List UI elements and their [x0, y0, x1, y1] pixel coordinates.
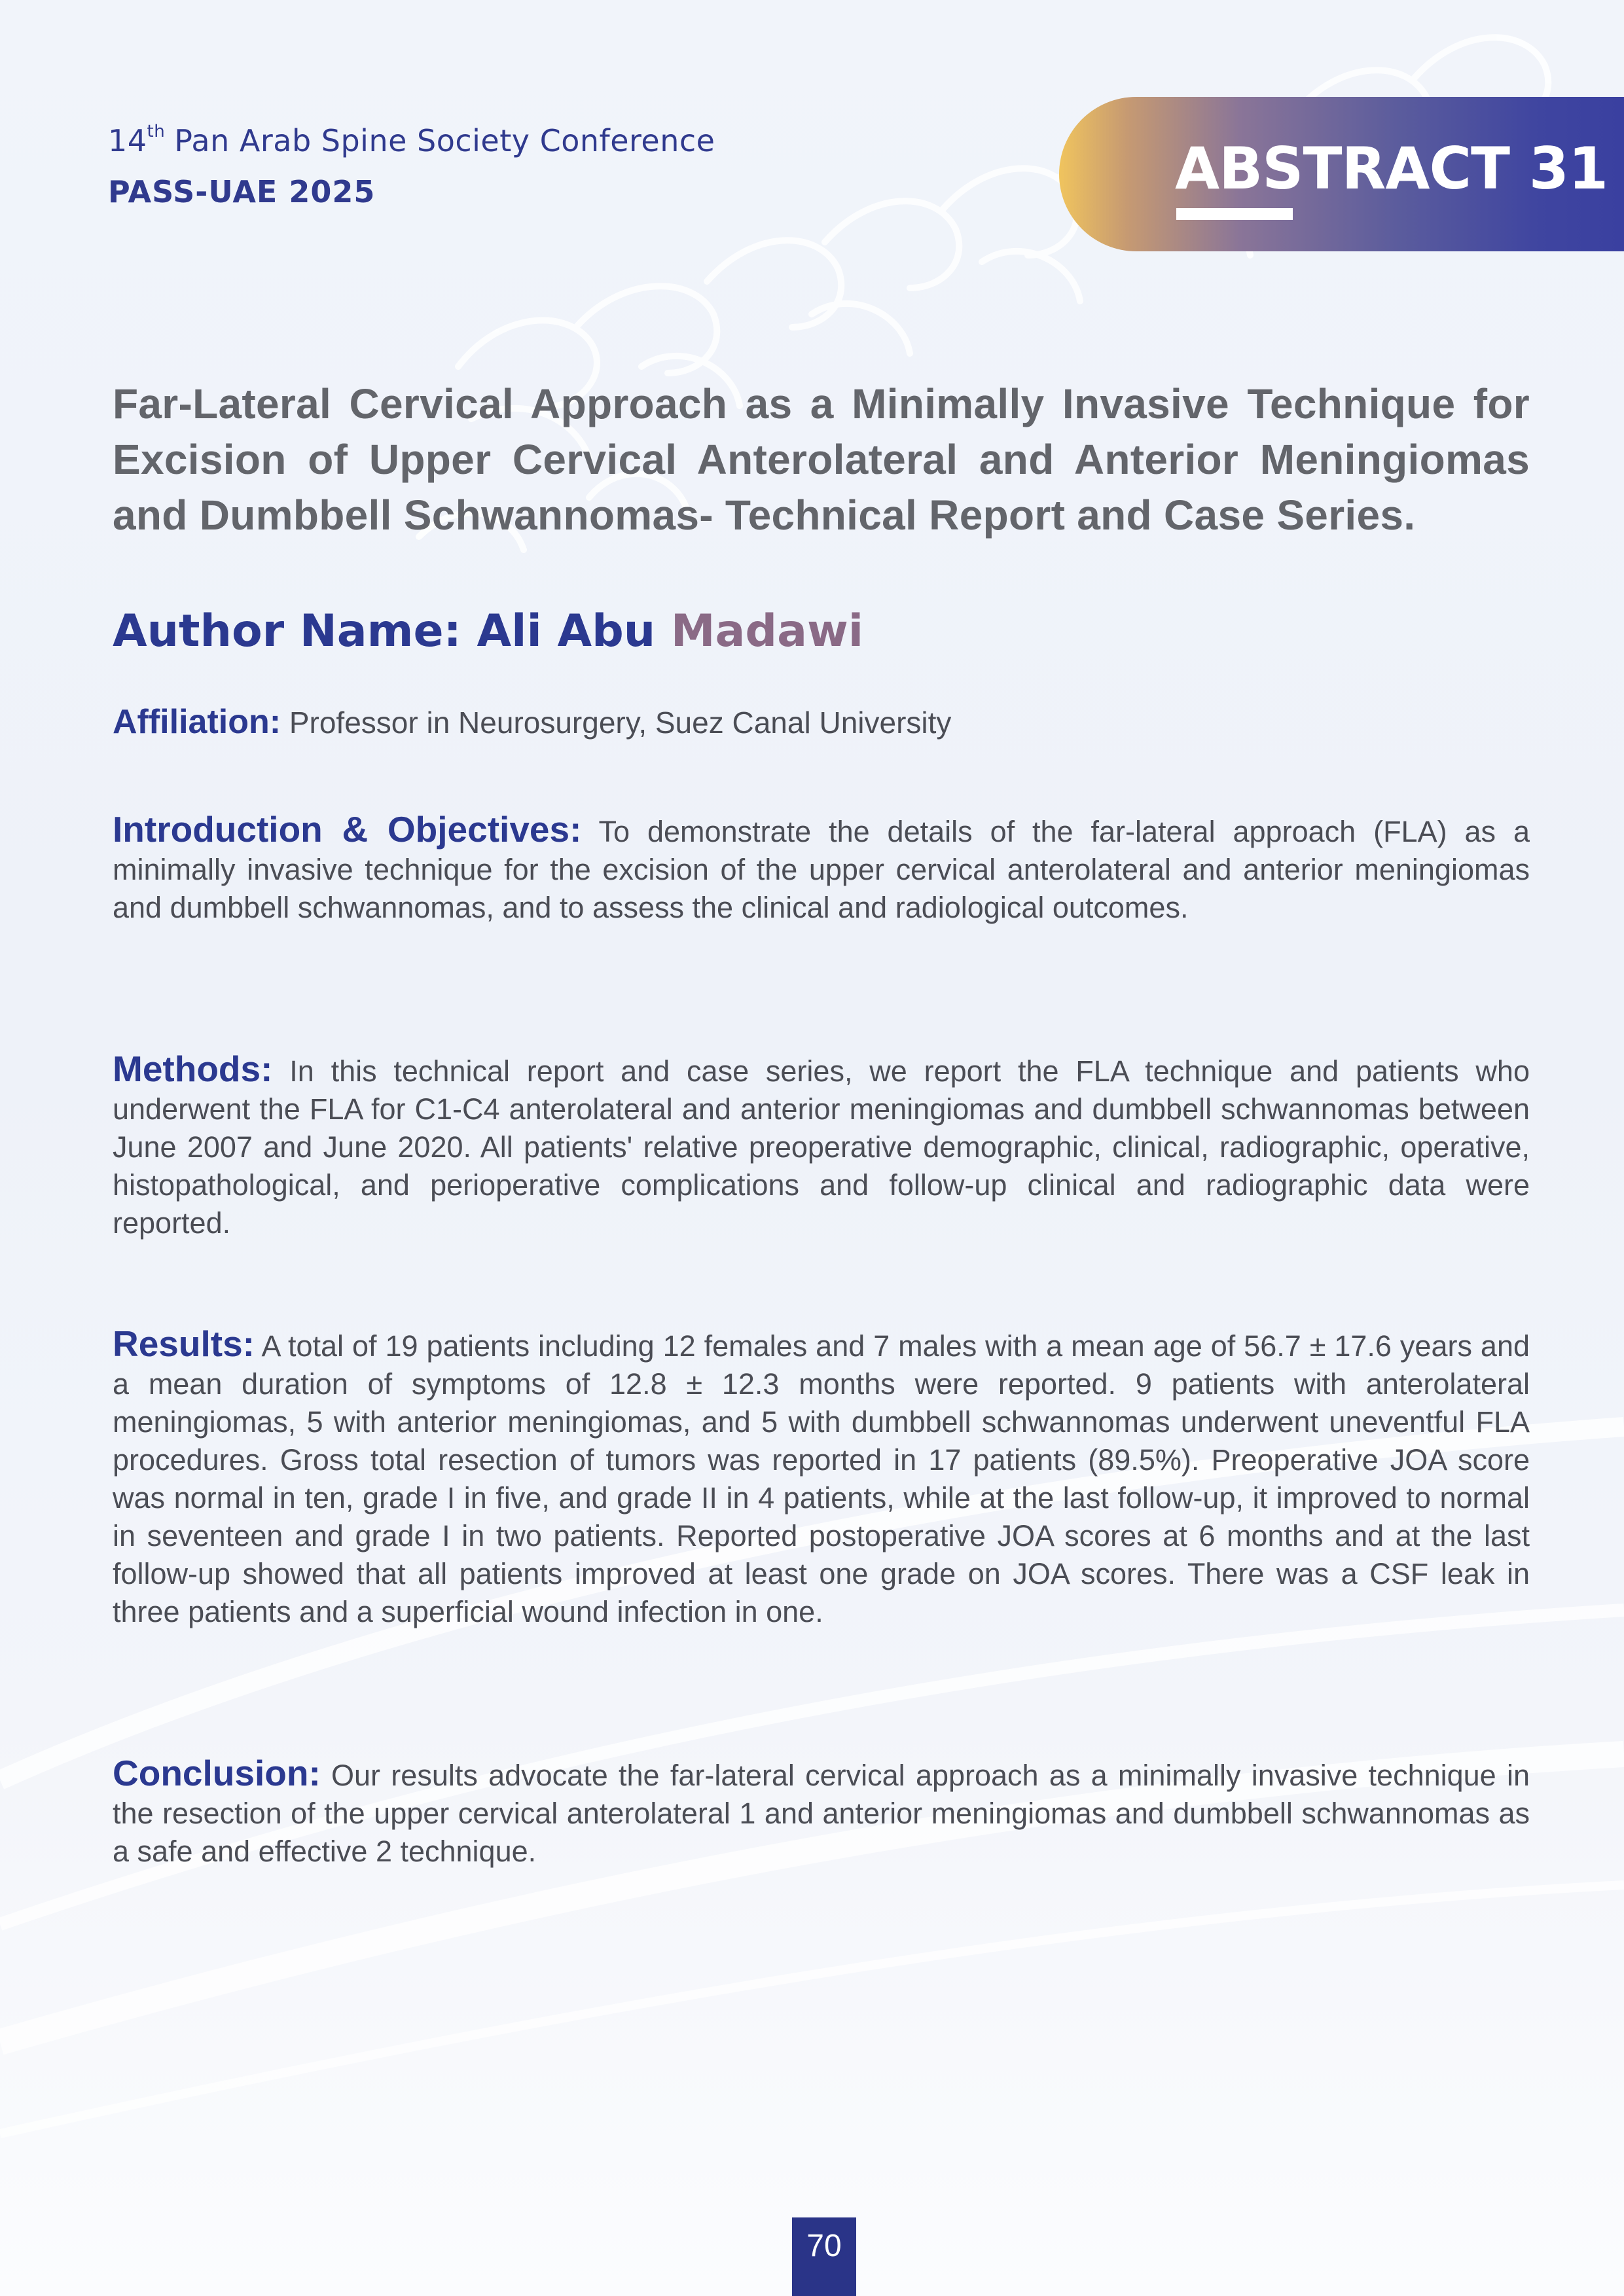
conclusion-section [113, 1754, 1530, 1871]
conference-number: 14 [108, 123, 147, 158]
author-line [113, 605, 863, 657]
results-text: A total of 19 patients including 12 females and 7 males with a mean age of 56.7 ± 17.6 years and a mean duration of symptoms of 12.8 ± 12.3 months were reported. 9 patients with anterolateral meningiomas, 5 with anterior meningiomas, and 5 with dumbbell schwannomas underwent uneventful FLA procedures. Gross total resection of tumors was reported in 17 patients (89.5%). Preoperative JOA score was normal in ten, grade I in five, and grade II in 4 patients, while at the last follow-up, it improved to normal in seventeen and grade I in two patients. Reported postoperative JOA scores at 6 months and at the last follow-up showed that all patients improved at least one grade on JOA scores. There was a CSF leak in three patients and a superficial wound infection in one. [113, 1329, 1530, 1628]
author-first-name: Ali Abu [477, 605, 656, 657]
author-last-name: Madawi [670, 605, 864, 657]
abstract-underline [1176, 208, 1293, 220]
methods-text: In this technical report and case series, we report the FLA technique and patients who underwent the FLA for C1-C4 anterolateral and anterior meningiomas and dumbbell schwannomas between June 2007 and June 2020. All patients' relative preoperative demographic, clinical, radiographic, operative, histopathological, and perioperative complications and follow-up clinical and radiographic data were reported. [113, 1054, 1530, 1240]
introduction-text: To demonstrate the details of the far-lateral approach (FLA) as a minimally invasive technique for the excision of the upper cervical anterolateral and anterior meningiomas and dumbbell schwannomas, and to assess the clinical and radiological outcomes. [113, 815, 1530, 924]
results-label: Results: [113, 1323, 255, 1364]
methods-section [113, 1050, 1530, 1242]
conference-title [108, 122, 715, 158]
abstract-number: ABSTRACT 31 [1175, 135, 1608, 202]
conclusion-text: Our results advocate the far-lateral cervical approach as a minimally invasive technique in the resection of the upper cervical anterolateral 1 and anterior meningiomas and dumbbell schwannomas as a safe and effective 2 technique. [113, 1759, 1530, 1868]
page-number: 70 [806, 2229, 842, 2263]
conference-number-suffix: th [147, 122, 166, 141]
introduction-label: Introduction & Objectives: [113, 809, 582, 850]
author-label: Author Name: [113, 605, 461, 657]
results-section [113, 1325, 1530, 1631]
event-name: PASS-UAE 2025 [108, 174, 376, 209]
abstract-title: Far-Lateral Cervical Approach as a Minimally Invasive Technique for Excision of Upper Cervical Anterolateral and Anterior Meningiomas and Dumbbell Schwannomas- Technical Report and Case Series. [113, 380, 1530, 539]
affiliation-label: Affiliation: [113, 703, 281, 741]
methods-label: Methods: [113, 1049, 273, 1089]
conclusion-label: Conclusion: [113, 1753, 321, 1793]
conference-name: Pan Arab Spine Society Conference [174, 123, 715, 158]
affiliation-line [113, 702, 951, 742]
introduction-section [113, 810, 1530, 927]
affiliation-text: Professor in Neurosurgery, Suez Canal University [289, 706, 952, 740]
